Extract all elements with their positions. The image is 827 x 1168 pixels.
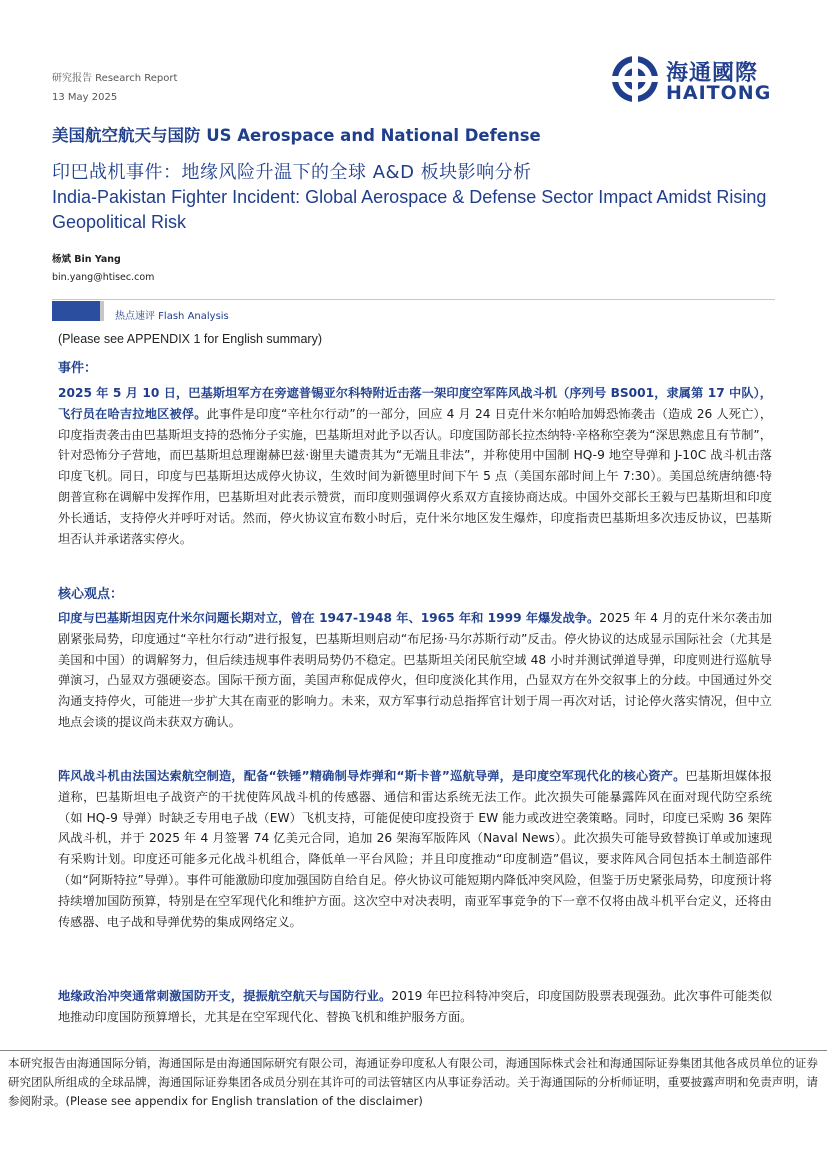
report-date: 13 May 2025: [52, 92, 118, 103]
event-body: 此事件是印度“辛杜尔行动”的一部分，回应 4 月 24 日克什米尔帕哈加姆恐怖袭击（造成 26 人死亡），印度指责袭击由巴基斯坦支持的恐怖分子实施，巴基斯坦对此予以否认。印度国防部长拉杰纳特·辛格称空袭为“深思熟虑且有节制”，针对恐怖分子营地，而巴基斯坦总理谢赫巴兹·谢里夫谴责其为“无端且非法”，并称使用中国制 HQ-9 地空导弹和 J-10C 战斗机击落印度飞机。同日，印度与巴基斯坦达成停火协议，生效时间为新德里时间下午 5 点（美国东部时间上午 7:30）。美国总统唐纳德·特朗普宣称在调解中发挥作用，巴基斯坦对此表示赞赏，而印度则强调停火系双方直接协商达成。中国外交部长王毅与巴基斯坦和印度外长通话，支持停火并呼吁对话。然而，停火协议宣布数小时后，克什米尔地区发生爆炸，印度指责巴基斯坦多次违反协议，巴基斯坦否认并承诺落实停火。: [58, 406, 773, 546]
logo-text-en: HAITONG: [666, 82, 772, 104]
view1-body: 2025 年 4 月的克什米尔袭击加剧紧张局势，印度通过“辛杜尔行动”进行报复，巴基斯坦则启动“布尼扬·马尔苏斯行动”反击。停火协议的达成显示国际社会（尤其是美国和中国）的调解努力，但后续违规事件表明局势仍不稳定。巴基斯坦关闭民航空域 48 小时并测试弹道导弹，印度则进行巡航导弹演习，凸显双方强硬姿态。国际干预方面，美国声称促成停火，但印度淡化其作用，凸显双方在外交叙事上的分歧。中国通过外交沟通支持停火，可能进一步扩大其在南亚的影响力。未来，双方军事行动总指挥官计划于周一再次对话，讨论停火落实情况，但中立地点会谈的提议尚未获双方确认。: [58, 611, 772, 729]
event-heading: 事件：: [58, 361, 98, 376]
view-paragraph-3: [58, 986, 772, 1028]
report-type-label: 研究报告 Research Report: [52, 73, 178, 84]
haitong-logo-icon: [610, 54, 660, 104]
flash-analysis-label: 热点速评 Flash Analysis: [115, 311, 229, 322]
view3-body: 2019 年巴拉科特冲突后，印度国防股票表现强劲。此次事件可能类似地推动印度国防预算增长，尤其是在空军现代化、替换飞机和维护服务方面。: [58, 989, 773, 1024]
view3-lead: 地缘政治冲突通常刺激国防开支，提振航空航天与国防行业。: [58, 989, 392, 1003]
view-paragraph-2: [58, 766, 772, 932]
view2-lead: 阵风战斗机由法国达索航空制造，配备“铁锤”精确制导炸弹和“斯卡普”巡航导弹，是印度空军现代化的核心资产。: [58, 769, 686, 783]
event-lead: 2025 年 5 月 10 日，巴基斯坦军方在旁遮普锡亚尔科特附近击落一架印度空军阵风战斗机（序列号 BS001，隶属第 17 中队），飞行员在哈吉拉地区被俘。: [58, 386, 772, 421]
report-title-en: India-Pakistan Fighter Incident: Global Aerospace & Defense Sector Impact Amidst Rising Geopolitical Risk: [52, 187, 767, 232]
sector-title: 美国航空航天与国防 US Aerospace and National Defense: [52, 126, 541, 145]
event-paragraph: [58, 383, 772, 549]
report-title-cn: 印巴战机事件：地缘风险升温下的全球 A&D 板块影响分析: [52, 162, 532, 183]
author-email[interactable]: bin.yang@htisec.com: [52, 272, 155, 283]
footer-disclaimer: 本研究报告由海通国际分销，海通国际是由海通国际研究有限公司，海通证券印度私人有限公司，海通国际株式会社和海通国际证券集团其他各成员单位的证券研究团队所组成的全球品牌，海通国际证券集团各成员分别在其许可的司法管辖区内从事证券活动。关于海通国际的分析师证明，重要披露声明和免责声明，请参阅附录。(Please see appendix for English translation of the disclaimer): [8, 1056, 818, 1108]
divider: [52, 299, 775, 300]
view-paragraph-1: [58, 608, 772, 733]
author-name: 杨斌 Bin Yang: [52, 254, 121, 265]
logo-text-cn: 海通國際: [666, 61, 759, 86]
accent-block-gray: [100, 301, 104, 321]
footer-divider: [0, 1050, 827, 1051]
haitong-logo: [610, 54, 775, 106]
accent-block: [52, 301, 100, 321]
view2-body: 巴基斯坦媒体报道称，巴基斯坦电子战资产的干扰使阵风战斗机的传感器、通信和雷达系统无法工作。此次损失可能暴露阵风在面对现代防空系统（如 HQ-9 导弹）时缺乏专用电子战（EW）飞机支持，可能促使印度投资于 EW 能力或改进空袭策略。同时，印度已采购 36 架阵风战斗机，并于 2025 年 4 月签署 74 亿美元合同，追加 26 架海军版阵风（Naval News）。此次损失可能导致替换订单或加速现有采购计划。印度还可能多元化战斗机组合，降低单一平台风险；并且印度推动“印度制造”倡议，要求阵风合同包括本土制造部件（如“阿斯特拉”导弹）。事件可能激励印度加强国防自给自足。停火协议可能短期内降低冲突风险，但鉴于历史紧张局势，印度预计将持续增加国防预算，特别是在空军现代化和维护方面。这次空中对决表明，南亚军事竞争的下一章不仅将由战斗机平台定义，还将由传感器、电子战和导弹优势的集成网络定义。: [58, 769, 773, 929]
appendix-note: (Please see APPENDIX 1 for English summary): [58, 332, 322, 346]
view1-lead: 印度与巴基斯坦因克什米尔问题长期对立，曾在 1947-1948 年、1965 年和 1999 年爆发战争。: [58, 611, 600, 625]
core-views-heading: 核心观点：: [58, 587, 124, 602]
